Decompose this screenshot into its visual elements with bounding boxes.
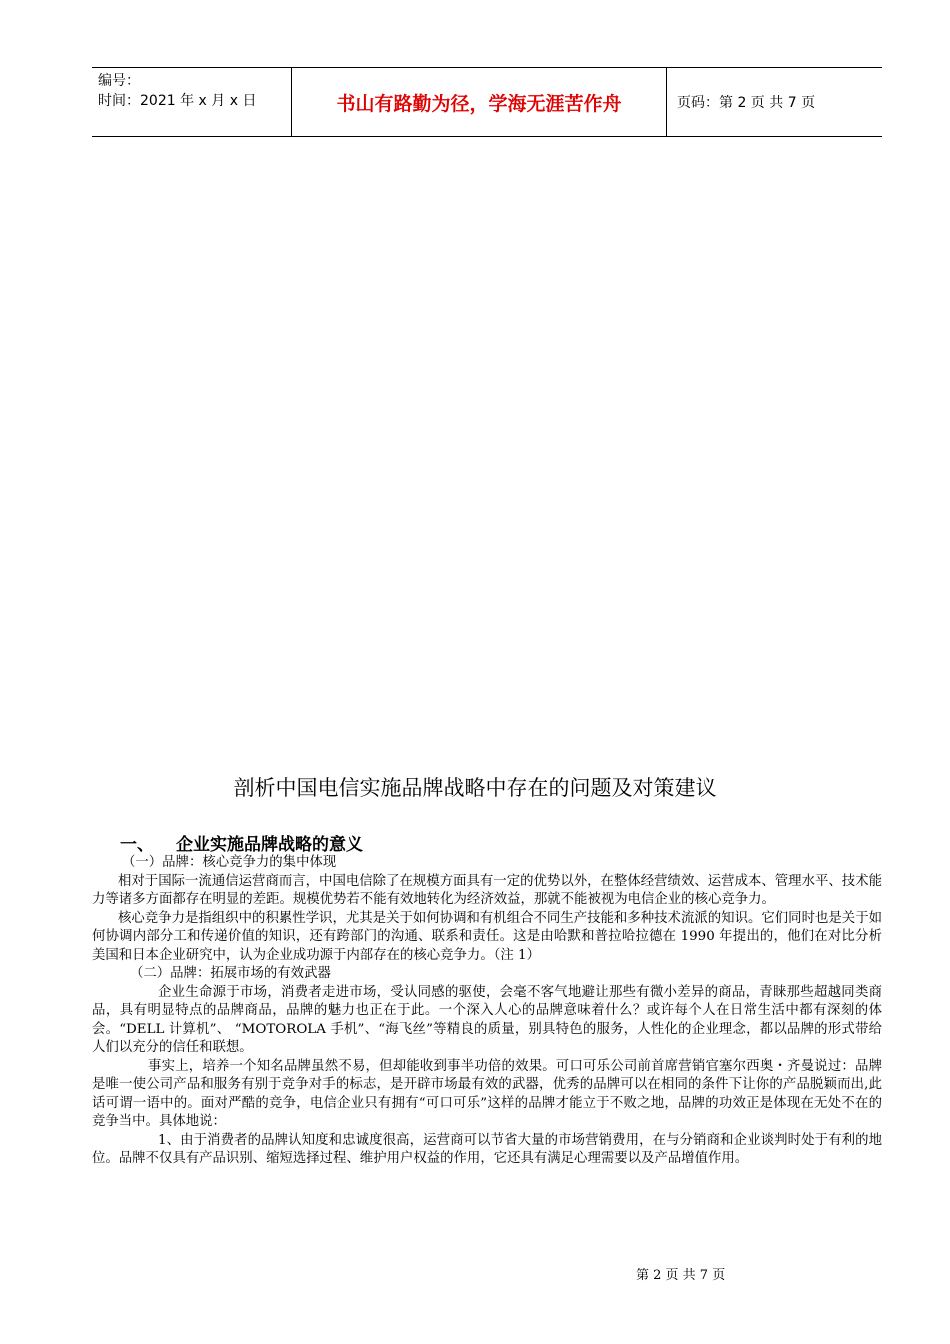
paragraph: 企业生命源于市场，消费者走进市场，受认同感的驱使，会毫不客气地避让那些有微小差异的商品，青睐那些超越同类商品，具有明显特点的品牌商品，品牌的魅力也正在于此。一个深入人心的品牌意味着什么？或许每个人在日常生活中都有深刻的体会。“DELL 计算机”、 “MOTOROLA 手机”、“海飞丝”等精良的质量，别具特色的服务，人性化的企业理念，都以品牌的形式带给人们以充分的信任和联想。 xyxy=(92,984,882,1055)
subheading-2: （二）品牌：拓展市场的有效武器 xyxy=(130,966,331,981)
document-title: 剖析中国电信实施品牌战略中存在的问题及对策建议 xyxy=(233,776,717,800)
page-header xyxy=(92,67,882,137)
paragraph: 相对于国际一流通信运营商而言，中国电信除了在规模方面具有一定的优势以外，在整体经营绩效、运营成本、管理水平、技术能力等诸多方面都存在明显的差距。规模优势若不能有效地转化为经济效益，那就不能被视为电信企业的核心竞争力。 xyxy=(92,873,882,907)
page-footer: 第 2 页 共 7 页 xyxy=(636,1268,726,1283)
time-label: 时间：2021 年 x 月 x 日 xyxy=(98,93,257,109)
header-meta xyxy=(92,68,292,136)
paragraph: 事实上，培养一个知名品牌虽然不易，但却能收到事半功倍的效果。可口可乐公司前首席营销官塞尔西奥・齐曼说过：品牌是唯一使公司产品和服务有别于竞争对手的标志，是开辟市场最有效的武器，优秀的品牌可以在相同的条件下让你的产品脱颖而出,此话可谓一语中的。面对严酷的竞争，电信企业只有拥有“可口可乐”这样的品牌才能立于不败之地，品牌的功效正是体现在无处不在的竞争当中。具体地说： xyxy=(92,1058,882,1129)
section-heading xyxy=(120,830,363,855)
number-label: 编号： xyxy=(98,73,140,89)
paragraph: 1、由于消费者的品牌认知度和忠诚度很高，运营商可以节省大量的市场营销费用，在与分销商和企业谈判时处于有利的地位。品牌不仅具有产品识别、缩短选择过程、维护用户权益的作用，它还具有满足心理需要以及产品增值作用。 xyxy=(92,1132,882,1166)
section-number: 一、 xyxy=(120,835,154,855)
header-motto: 书山有路勤为径，学海无涯苦作舟 xyxy=(292,68,667,136)
paragraph: 核心竞争力是指组织中的积累性学识，尤其是关于如何协调和有机组合不同生产技能和多种技术流派的知识。它们同时也是关于如何协调内部分工和传递价值的知识，还有跨部门的沟通、联系和责任。这是由哈默和普拉哈拉德在 1990 年提出的，他们在对比分析美国和日本企业研究中，认为企业成功源于内部存在的核心竞争力。（注 1） xyxy=(92,910,882,963)
document-body xyxy=(92,854,882,1169)
section-title: 企业实施品牌战略的意义 xyxy=(176,835,363,855)
subheading-1: （一）品牌：核心竞争力的集中体现 xyxy=(122,855,337,870)
header-page-label: 页码：第 2 页 共 7 页 xyxy=(677,95,816,111)
